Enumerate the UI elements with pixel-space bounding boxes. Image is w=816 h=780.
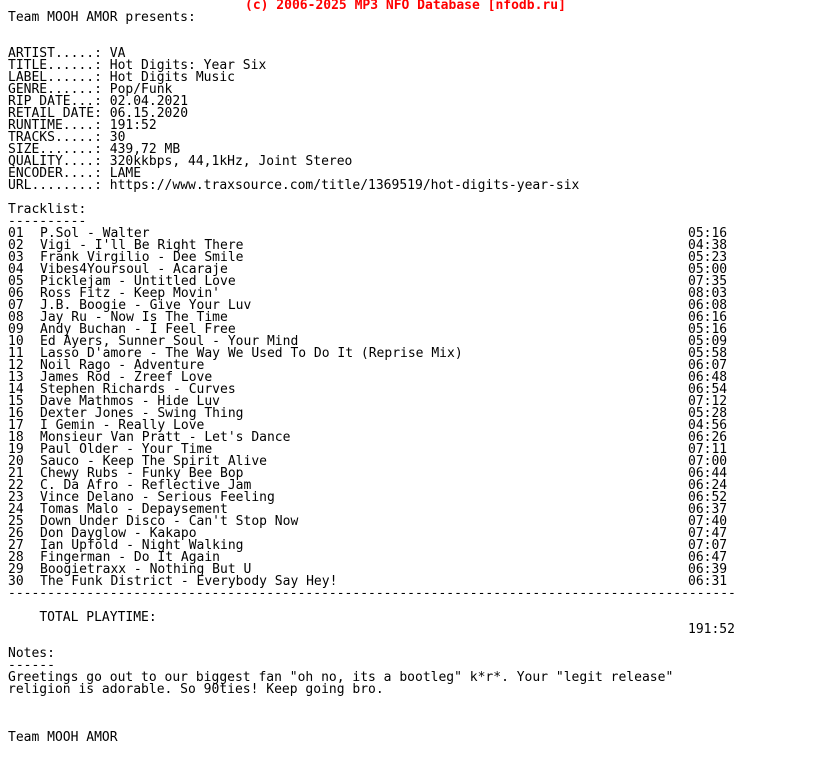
track-number: 13 xyxy=(8,370,24,385)
track-duration: 05:58 xyxy=(688,346,728,361)
notes-heading: Notes: xyxy=(8,646,55,661)
field-runtime: RUNTIME....: 191:52 xyxy=(8,118,157,133)
track-number: 20 xyxy=(8,454,24,469)
track-number: 22 xyxy=(8,478,24,493)
track-title: Dave Mathmos - Hide Luv xyxy=(40,394,221,409)
track-number: 27 xyxy=(8,538,24,553)
track-duration: 05:28 xyxy=(688,406,728,421)
track-number: 05 xyxy=(8,274,24,289)
track-number: 30 xyxy=(8,574,24,589)
track-title: Boogietraxx - Nothing But U xyxy=(40,562,252,577)
field-artist: ARTIST.....: VA xyxy=(8,46,126,61)
intro-line: Team MOOH AMOR presents: xyxy=(8,10,196,25)
track-title: Vince Delano - Serious Feeling xyxy=(40,490,275,505)
field-quality: QUALITY....: 320kkbps, 44,1kHz, Joint Stereo xyxy=(8,154,353,169)
track-title: Ed Ayers, Sunner Soul - Your Mind xyxy=(40,334,299,349)
track-number: 23 xyxy=(8,490,24,505)
track-number: 04 xyxy=(8,262,24,277)
track-duration: 06:37 xyxy=(688,502,728,517)
tracklist-heading: Tracklist: xyxy=(8,202,87,217)
track-title: Frank Virgilio - Dee Smile xyxy=(40,250,244,265)
track-duration: 06:16 xyxy=(688,310,728,325)
tracklist xyxy=(8,228,808,588)
track-duration: 06:26 xyxy=(688,430,728,445)
track-title: Down Under Disco - Can't Stop Now xyxy=(40,514,299,529)
track-duration: 06:47 xyxy=(688,550,728,565)
track-duration: 06:39 xyxy=(688,562,728,577)
track-number: 25 xyxy=(8,514,24,529)
track-title: Monsieur Van Pratt - Let's Dance xyxy=(40,430,291,445)
track-number: 12 xyxy=(8,358,24,373)
field-retail-date: RETAIL DATE: 06.15.2020 xyxy=(8,106,189,121)
track-title: Noil Rago - Adventure xyxy=(40,358,205,373)
field-size: SIZE.......: 439,72 MB xyxy=(8,142,181,157)
track-number: 09 xyxy=(8,322,24,337)
track-number: 16 xyxy=(8,406,24,421)
track-number: 10 xyxy=(8,334,24,349)
tracklist-divider: --------------------------------------------------------------------------------------------- xyxy=(8,586,736,601)
track-duration: 05:00 xyxy=(688,262,728,277)
field-label: LABEL......: Hot Digits Music xyxy=(8,70,235,85)
track-duration: 06:54 xyxy=(688,382,728,397)
spacer xyxy=(8,24,808,36)
track-duration: 07:35 xyxy=(688,274,728,289)
track-title: Paul Older - Your Time xyxy=(40,442,213,457)
site-credit-header: (c) 2006-2025 MP3 NFO Database [nfodb.ru] xyxy=(245,0,566,13)
track-title: Vibes4Yoursoul - Acaraje xyxy=(40,262,228,277)
track-number: 24 xyxy=(8,502,24,517)
track-number: 11 xyxy=(8,346,24,361)
track-number: 29 xyxy=(8,562,24,577)
track-number: 15 xyxy=(8,394,24,409)
track-number: 17 xyxy=(8,418,24,433)
field-encoder: ENCODER....: LAME xyxy=(8,166,142,181)
track-duration: 07:40 xyxy=(688,514,728,529)
total-playtime-label: TOTAL PLAYTIME: xyxy=(39,610,157,625)
field-rip-date: RIP DATE...: 02.04.2021 xyxy=(8,94,189,109)
total-playtime-row xyxy=(8,600,808,637)
release-info-fields xyxy=(8,48,808,192)
track-number: 26 xyxy=(8,526,24,541)
track-number: 06 xyxy=(8,286,24,301)
signoff: Team MOOH AMOR xyxy=(8,730,118,745)
track-title: J.B. Boogie - Give Your Luv xyxy=(40,298,252,313)
track-duration: 06:08 xyxy=(688,298,728,313)
track-number: 28 xyxy=(8,550,24,565)
track-number: 01 xyxy=(8,226,24,241)
track-title: Fingerman - Do It Again xyxy=(40,550,221,565)
track-duration: 05:23 xyxy=(688,250,728,265)
track-number: 02 xyxy=(8,238,24,253)
nfo-document xyxy=(8,12,808,744)
track-title: Don Dayglow - Kakapo xyxy=(40,526,197,541)
track-number: 19 xyxy=(8,442,24,457)
spacer xyxy=(8,720,808,732)
track-number: 18 xyxy=(8,430,24,445)
track-title: Ross Fitz - Keep Movin' xyxy=(40,286,221,301)
track-title: Ian Upfold - Night Walking xyxy=(40,538,244,553)
track-title: James Rod - Zreef Love xyxy=(40,370,213,385)
spacer xyxy=(8,36,808,48)
track-duration: 06:24 xyxy=(688,478,728,493)
notes-line: religion is adorable. So 90ties! Keep going bro. xyxy=(8,682,384,697)
track-duration: 07:12 xyxy=(688,394,728,409)
field-genre: GENRE......: Pop/Funk xyxy=(8,82,173,97)
track-title: Sauco - Keep The Spirit Alive xyxy=(40,454,267,469)
track-title: P.Sol - Walter xyxy=(40,226,150,241)
track-duration: 05:09 xyxy=(688,334,728,349)
track-number: 03 xyxy=(8,250,24,265)
track-duration: 07:00 xyxy=(688,454,728,469)
track-title: Vigi - I'll Be Right There xyxy=(40,238,244,253)
track-title: C. Da Afro - Reflective Jam xyxy=(40,478,252,493)
track-title: Chewy Rubs - Funky Bee Bop xyxy=(40,466,244,481)
track-duration: 05:16 xyxy=(688,226,728,241)
notes-underline: ------ xyxy=(8,658,55,673)
track-title: Lasso D'amore - The Way We Used To Do It (Reprise Mix) xyxy=(40,346,463,361)
track-duration: 07:47 xyxy=(688,526,728,541)
track-duration: 04:56 xyxy=(688,418,728,433)
track-duration: 04:38 xyxy=(688,238,728,253)
tracklist-underline: ---------- xyxy=(8,214,87,229)
track-duration: 06:48 xyxy=(688,370,728,385)
field-title: TITLE......: Hot Digits: Year Six xyxy=(8,58,267,73)
track-duration: 06:31 xyxy=(688,574,728,589)
track-title: I Gemin - Really Love xyxy=(40,418,205,433)
track-title: Picklejam - Untitled Love xyxy=(40,274,236,289)
total-playtime-value: 191:52 xyxy=(688,622,735,637)
field-tracks: TRACKS.....: 30 xyxy=(8,130,126,145)
track-number: 21 xyxy=(8,466,24,481)
track-duration: 06:52 xyxy=(688,490,728,505)
spacer xyxy=(8,192,808,204)
track-duration: 07:11 xyxy=(688,442,728,457)
track-title: Andy Buchan - I Feel Free xyxy=(40,322,236,337)
track-duration: 06:07 xyxy=(688,358,728,373)
notes-line: Greetings go out to our biggest fan "oh no, its a bootleg" k*r*. Your "legit release" xyxy=(8,670,674,685)
track-title: Dexter Jones - Swing Thing xyxy=(40,406,244,421)
track-title: The Funk District - Everybody Say Hey! xyxy=(40,574,338,589)
spacer xyxy=(8,708,808,720)
track-number: 07 xyxy=(8,298,24,313)
track-duration: 07:07 xyxy=(688,538,728,553)
track-number: 14 xyxy=(8,382,24,397)
track-title: Jay Ru - Now Is The Time xyxy=(40,310,228,325)
track-title: Stephen Richards - Curves xyxy=(40,382,236,397)
track-number: 08 xyxy=(8,310,24,325)
track-duration: 06:44 xyxy=(688,466,728,481)
track-duration: 05:16 xyxy=(688,322,728,337)
spacer xyxy=(8,696,808,708)
spacer xyxy=(8,636,808,648)
field-url: URL........: https://www.traxsource.com/title/1369519/hot-digits-year-six xyxy=(8,178,580,193)
track-duration: 08:03 xyxy=(688,286,728,301)
track-title: Tomas Malo - Depaysement xyxy=(40,502,228,517)
